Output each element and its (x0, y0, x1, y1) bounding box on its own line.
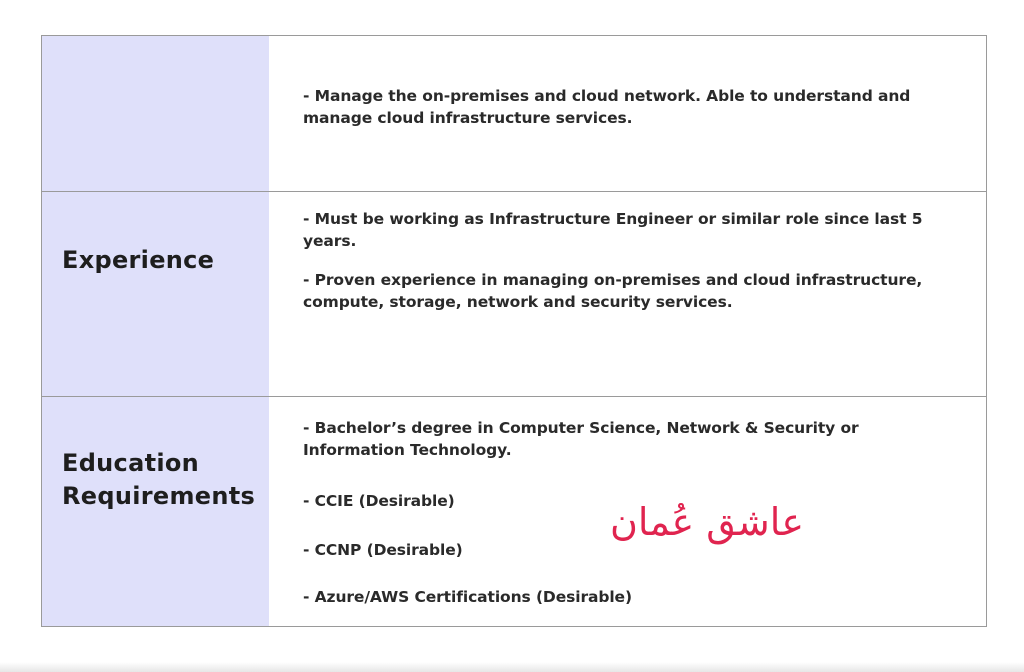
table-row-responsibilities (42, 36, 986, 191)
arabic-watermark-text: عاشق عُمان (610, 500, 804, 544)
experience-heading: Experience (62, 246, 215, 274)
education-heading: Education Requirements (62, 449, 256, 510)
row-content-cell (269, 36, 986, 191)
requirement-item: - Must be working as Infrastructure Engineer or similar role since last 5 years. (303, 210, 923, 250)
table-row-experience (42, 191, 986, 397)
bottom-edge-strip (0, 662, 1024, 672)
requirements-table (41, 35, 987, 627)
row-label-cell (42, 397, 269, 626)
requirement-item: - Manage the on-premises and cloud network. Able to understand and manage cloud infrastructure services. (303, 87, 911, 127)
requirement-item: - Bachelor’s degree in Computer Science, Network & Security or Information Technology. (303, 419, 859, 459)
row-label-cell (42, 192, 269, 397)
requirement-item: - CCNP (Desirable) (303, 541, 463, 559)
row-label-cell (42, 36, 269, 191)
requirement-item: - CCIE (Desirable) (303, 492, 455, 510)
table-row-education (42, 396, 986, 626)
requirement-item: - Proven experience in managing on-premises and cloud infrastructure, compute, storage, network and security services. (303, 271, 923, 311)
row-content-cell (269, 192, 986, 397)
requirement-item: - Azure/AWS Certifications (Desirable) (303, 588, 632, 606)
